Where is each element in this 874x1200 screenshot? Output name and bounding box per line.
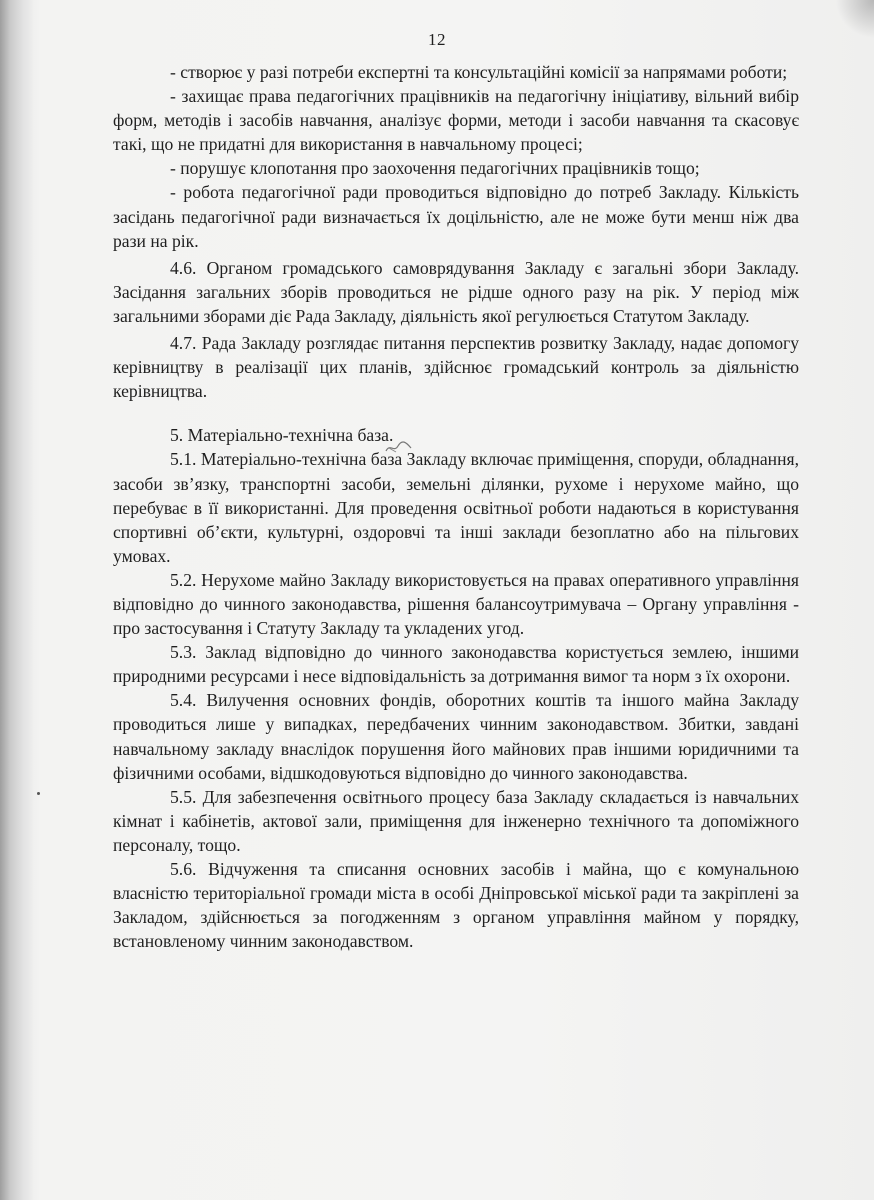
paragraph-4-7: 4.7. Рада Закладу розглядає питання перспектив розвитку Закладу, надає допомогу керівництву в реалізації цих планів, здійснює громадський контроль за діяльністю керівництва.	[113, 333, 799, 402]
paragraph-5-4: 5.4. Вилучення основних фондів, оборотних коштів та іншого майна Закладу проводиться лише у випадках, передбачених чинним законодавством. Збитки, завдані навчальному закладу внаслідок порушення його майнових прав іншими юридичними та фізичними особами, відшкодовуються відповідно до чинного законодавства.	[113, 690, 799, 783]
scan-speck	[37, 792, 40, 795]
pen-mark	[384, 439, 414, 455]
paragraph-5-5: 5.5. Для забезпечення освітнього процесу база Закладу складається із навчальних кімнат і кабінетів, актової зали, приміщення для інженерно технічного та допоміжного персоналу, тощо.	[113, 786, 799, 855]
paragraph-petition: - порушує клопотання про заохочення педагогічних працівників тощо;	[170, 158, 700, 179]
paragraph-5-2: 5.2. Нерухоме майно Закладу використовується на правах оперативного управління відповідно до чинного законодавства, рішення балансоутримувача – Органу управління - про застосування і Статуту Закладу та укладених угод.	[113, 569, 799, 639]
page-number: 12	[428, 30, 446, 49]
section-heading-5: 5. Матеріально-технічна база.	[170, 425, 394, 446]
paragraph-5-3: 5.3. Заклад відповідно до чинного законодавства користується землею, іншими природними ресурсами і несе відповідальність за дотримання вимог та норм з їх охорони.	[113, 642, 799, 687]
paragraph-commissions: - створює у разі потреби експертні та консультаційні комісії за напрямами роботи;	[170, 62, 788, 82]
paragraph-5-6: 5.6. Відчуження та списання основних засобів і майна, що є комунальною власністю територіальної громади міста в особі Дніпровської міської ради та закріплені за Закладом, здійснюється за погодженням з органом управління майном у порядку, встановленому чинним законодавством.	[113, 859, 799, 952]
binding-edge-shadow	[0, 0, 34, 1200]
paragraph-4-6: 4.6. Органом громадського самоврядування Закладу є загальні збори Закладу. Засідання загальних зборів проводиться не рідше одного разу на рік. У період між загальними зборами діє Рада Закладу, діяльність якої регулюється Статутом Закладу.	[113, 257, 799, 326]
paragraph-5-1: 5.1. Матеріально-технічна база Закладу включає приміщення, споруди, обладнання, засоби зв’язку, транспортні засоби, земельні ділянки, рухоме і нерухоме майно, що перебуває в її використанні. Для проведення освітньої роботи надаються в користування спортивні об’єкти, культурні, оздоровчі та інші заклади безоплатно або на пільгових умовах.	[113, 449, 799, 566]
document-body	[113, 60, 799, 953]
paragraph-rights: - захищає права педагогічних працівників на педагогічну ініціативу, вільний вибір форм, методів і засобів навчання, аналізує форми, методи і засоби навчання та скасовує такі, що не придатні для використання в навчальному процесі;	[113, 86, 799, 155]
paragraph-council-meetings: - робота педагогічної ради проводиться відповідно до потреб Закладу. Кількість засідань педагогічної ради визначається їх доцільністю, але не може бути менш ніж два рази на рік.	[113, 182, 799, 251]
